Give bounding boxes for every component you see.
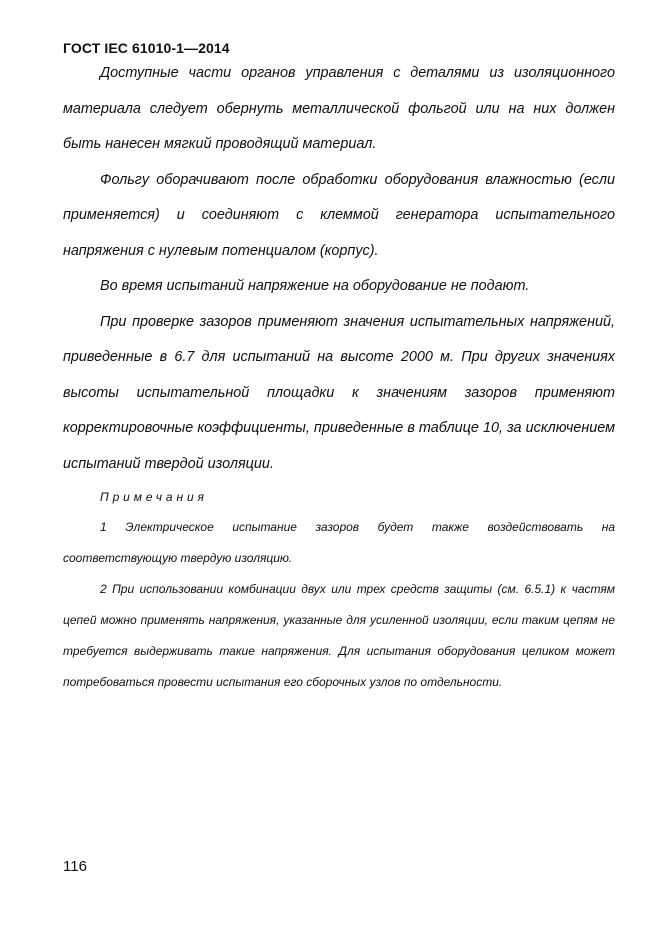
note-2: 2 При использовании комбинации двух или трех средств защиты (см. 6.5.1) к частям цепей можно применять напряжения, указанные для усиленной изоляции, если таким цепям не требуется выдерживать такие напряжения. Для испытания оборудования целиком может потребоваться провести испытания его сборочных узлов по отдельности. <box>63 582 615 689</box>
note-1: 1 Электрическое испытание зазоров будет также воздействовать на соответствующую твердую изоляцию. <box>63 520 615 565</box>
notes-heading: Примечания <box>100 490 208 504</box>
notes-section <box>63 482 615 698</box>
page-number: 116 <box>63 858 87 875</box>
paragraph-4: При проверке зазоров применяют значения испытательных напряжений, приведенные в 6.7 для испытаний на высоте 2000 м. При других значениях высоты испытательной площадки к значениям зазоров применяют корректировочные коэффициенты, приведенные в таблице 10, за исключением испытаний твердой изоляции. <box>63 313 615 472</box>
paragraph-2: Фольгу оборачивают после обработки оборудования влажностью (если применяется) и соединяют с клеммой генератора испытательного напряжения с нулевым потенциалом (корпус). <box>63 171 615 259</box>
paragraph-1: Доступные части органов управления с деталями из изоляционного материала следует обернуть металлической фольгой или на них должен быть нанесен мягкий проводящий материал. <box>63 65 615 152</box>
paragraph-3: Во время испытаний напряжение на оборудование не подают. <box>100 278 530 294</box>
document-body <box>63 56 615 698</box>
document-header: ГОСТ IEC 61010-1—2014 <box>63 40 230 56</box>
